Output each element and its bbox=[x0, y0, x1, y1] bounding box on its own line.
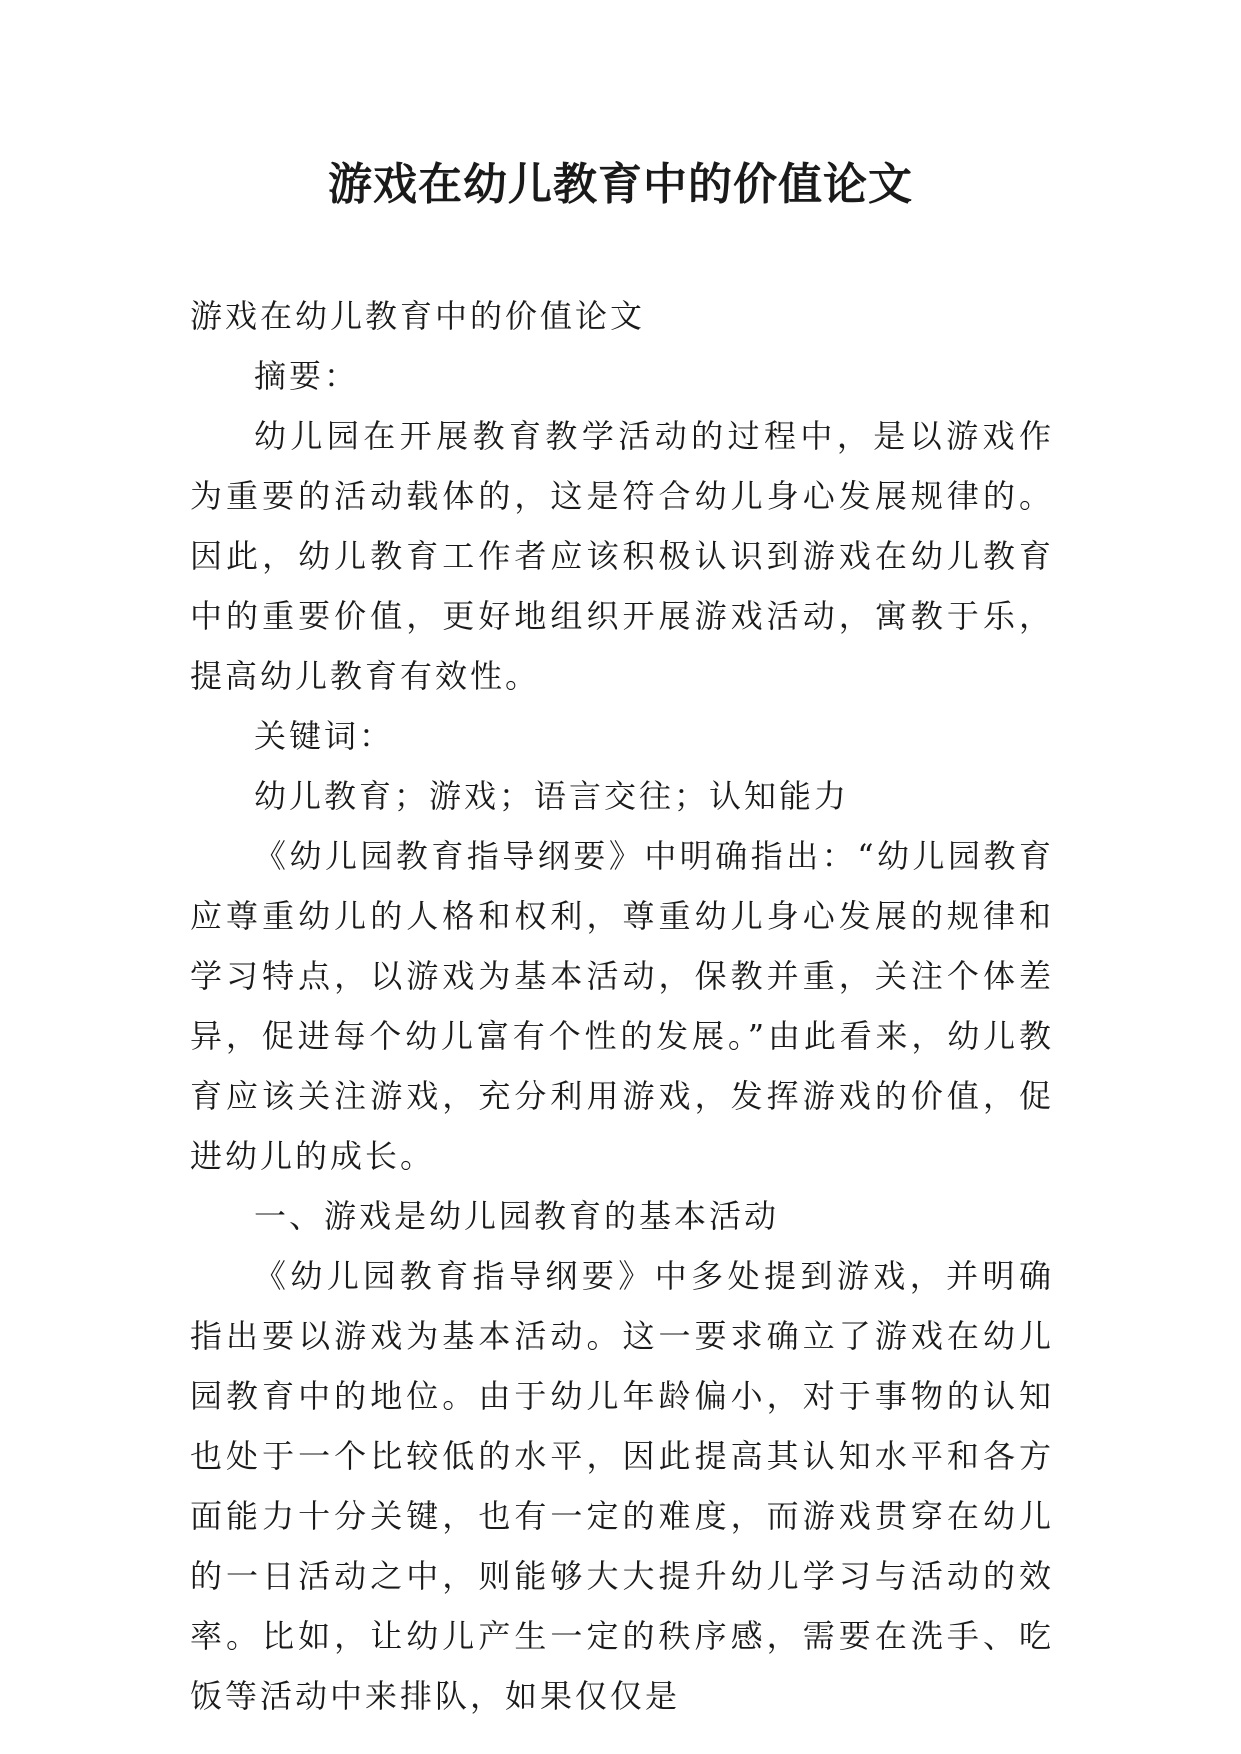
keywords-list: 幼儿教育；游戏；语言交往；认知能力 bbox=[254, 777, 850, 815]
intro-paragraph: 《幼儿园教育指导纲要》中明确指出：“幼儿园教育应尊重幼儿的人格和权利，尊重幼儿身心发展的规律和学习特点，以游戏为基本活动，保教并重，关注个体差异，促进每个幼儿富有个性的发展。”由此看来，幼儿教育应该关注游戏，充分利用游戏，发挥游戏的价值，促进幼儿的成长。 bbox=[190, 837, 1054, 1175]
subtitle-line: 游戏在幼儿教育中的价值论文 bbox=[190, 297, 646, 335]
document-title: 游戏在幼儿教育中的价值论文 bbox=[328, 159, 913, 210]
abstract-heading: 摘要： bbox=[254, 357, 360, 395]
body-paragraph: 《幼儿园教育指导纲要》中多处提到游戏，并明确指出要以游戏为基本活动。这一要求确立了游戏在幼儿园教育中的地位。由于幼儿年龄偏小，对于事物的认知也处于一个比较低的水平，因此提高其认知水平和各方面能力十分关键，也有一定的难度，而游戏贯穿在幼儿的一日活动之中，则能够大大提升幼儿学习与活动的效率。比如，让幼儿产生一定的秩序感，需要在洗手、吃饭等活动中来排队，如果仅仅是 bbox=[190, 1257, 1054, 1715]
abstract-paragraph: 幼儿园在开展教育教学活动的过程中，是以游戏作为重要的活动载体的，这是符合幼儿身心发展规律的。因此，幼儿教育工作者应该积极认识到游戏在幼儿教育中的重要价值，更好地组织开展游戏活动，寓教于乐，提高幼儿教育有效性。 bbox=[190, 417, 1054, 695]
document-body bbox=[190, 286, 1054, 1726]
section-heading: 一、游戏是幼儿园教育的基本活动 bbox=[254, 1197, 780, 1235]
keywords-heading: 关键词： bbox=[254, 717, 395, 755]
